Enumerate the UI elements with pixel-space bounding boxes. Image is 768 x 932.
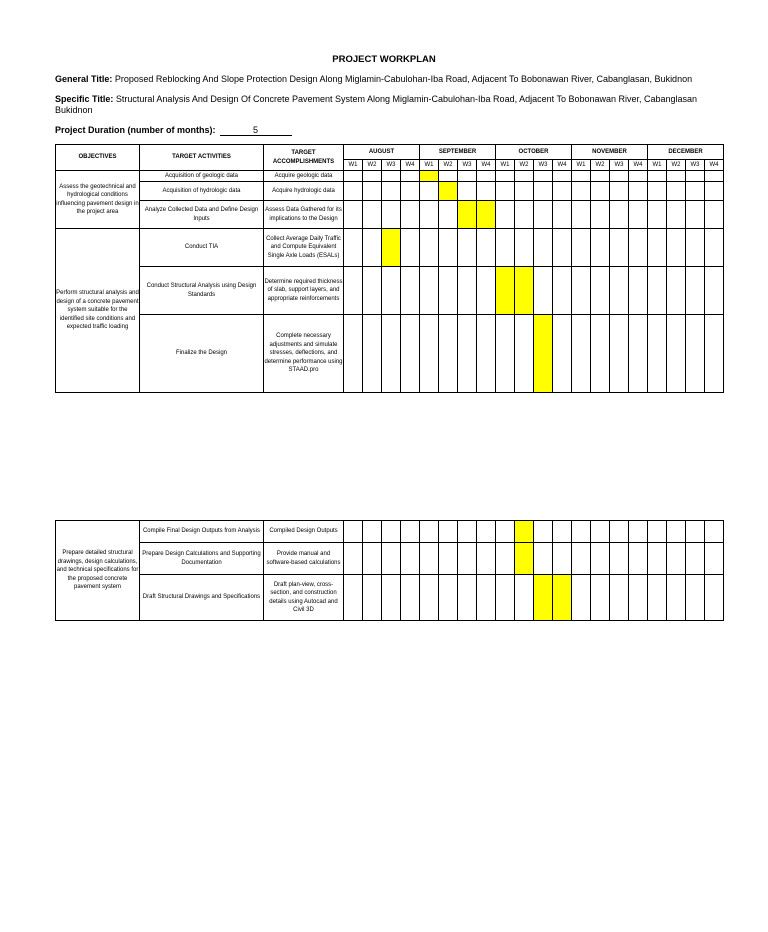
week-cell <box>401 201 420 229</box>
activity-cell: Prepare Design Calculations and Supporting Documentation <box>140 543 264 575</box>
week-cell <box>629 171 648 182</box>
week-cell <box>553 543 572 575</box>
week-cell <box>401 315 420 393</box>
week-cell <box>401 229 420 267</box>
week-cell <box>667 543 686 575</box>
week-cell <box>363 267 382 315</box>
week-label: W3 <box>610 160 629 171</box>
week-label: W4 <box>629 160 648 171</box>
week-cell <box>705 182 724 201</box>
week-cell <box>534 267 553 315</box>
table-row <box>56 575 724 621</box>
week-cell <box>401 575 420 621</box>
week-cell <box>515 201 534 229</box>
accomplishment-cell: Complete necessary adjustments and simulate stresses, deflections, and determine performance using STAAD.pro <box>264 315 344 393</box>
week-cell <box>591 575 610 621</box>
week-cell <box>477 315 496 393</box>
week-cell <box>382 182 401 201</box>
week-cell <box>477 521 496 543</box>
week-cell <box>534 182 553 201</box>
week-cell <box>667 201 686 229</box>
week-label: W1 <box>648 160 667 171</box>
week-cell <box>534 575 553 621</box>
week-cell <box>458 543 477 575</box>
week-cell <box>686 229 705 267</box>
week-cell <box>591 543 610 575</box>
week-cell <box>420 575 439 621</box>
week-cell <box>553 521 572 543</box>
week-cell <box>515 543 534 575</box>
week-cell <box>515 182 534 201</box>
month-header: SEPTEMBER <box>420 145 496 160</box>
week-cell <box>629 182 648 201</box>
week-cell <box>686 182 705 201</box>
week-cell <box>534 171 553 182</box>
week-cell <box>439 201 458 229</box>
month-header: DECEMBER <box>648 145 724 160</box>
week-cell <box>572 543 591 575</box>
week-cell <box>496 315 515 393</box>
week-cell <box>458 315 477 393</box>
week-cell <box>439 521 458 543</box>
table-row <box>56 229 724 267</box>
specific-title-text: Structural Analysis And Design Of Concrete Pavement System Along Miglamin-Cabulohan-Iba Road, Adjacent To Bobonawan River, Cabanglasan Bukidnon <box>55 94 698 115</box>
week-label: W2 <box>515 160 534 171</box>
accomplishments-header: TARGET ACCOMPLISHMENTS <box>264 145 344 171</box>
week-label: W1 <box>496 160 515 171</box>
week-cell <box>420 201 439 229</box>
week-cell <box>667 229 686 267</box>
week-cell <box>705 229 724 267</box>
week-cell <box>344 171 363 182</box>
week-cell <box>439 543 458 575</box>
week-cell <box>572 315 591 393</box>
week-cell <box>686 171 705 182</box>
week-cell <box>401 267 420 315</box>
week-cell <box>458 182 477 201</box>
week-cell <box>496 182 515 201</box>
week-cell <box>344 201 363 229</box>
accomplishment-cell: Provide manual and software-based calculations <box>264 543 344 575</box>
week-cell <box>382 201 401 229</box>
week-cell <box>610 543 629 575</box>
week-cell <box>439 267 458 315</box>
week-cell <box>439 182 458 201</box>
week-cell <box>477 171 496 182</box>
week-cell <box>363 315 382 393</box>
week-cell <box>344 575 363 621</box>
week-cell <box>420 182 439 201</box>
week-cell <box>705 315 724 393</box>
header-row-months <box>56 145 724 160</box>
week-cell <box>705 543 724 575</box>
general-title-line <box>55 74 735 85</box>
week-cell <box>344 521 363 543</box>
week-cell <box>401 521 420 543</box>
week-cell <box>439 171 458 182</box>
week-cell <box>458 201 477 229</box>
week-cell <box>515 521 534 543</box>
accomplishment-cell: Compiled Design Outputs <box>264 521 344 543</box>
week-label: W1 <box>572 160 591 171</box>
week-cell <box>420 543 439 575</box>
week-cell <box>591 229 610 267</box>
week-cell <box>363 575 382 621</box>
week-cell <box>515 575 534 621</box>
duration-line <box>55 125 735 136</box>
specific-title-label: Specific Title: <box>55 94 114 104</box>
week-cell <box>477 229 496 267</box>
week-cell <box>382 543 401 575</box>
week-cell <box>591 201 610 229</box>
week-cell <box>363 543 382 575</box>
week-cell <box>591 315 610 393</box>
week-cell <box>534 201 553 229</box>
week-cell <box>629 575 648 621</box>
week-cell <box>648 267 667 315</box>
week-cell <box>458 575 477 621</box>
week-cell <box>496 543 515 575</box>
week-label: W2 <box>363 160 382 171</box>
workplan-table-continued <box>55 520 724 621</box>
week-cell <box>610 182 629 201</box>
week-label: W1 <box>420 160 439 171</box>
week-cell <box>572 575 591 621</box>
week-cell <box>648 315 667 393</box>
week-cell <box>496 171 515 182</box>
week-cell <box>515 267 534 315</box>
week-cell <box>382 521 401 543</box>
week-cell <box>439 229 458 267</box>
week-label: W3 <box>534 160 553 171</box>
activity-cell: Acquisition of hydrologic data <box>140 182 264 201</box>
activity-cell: Conduct TIA <box>140 229 264 267</box>
week-cell <box>515 315 534 393</box>
table-row <box>56 543 724 575</box>
week-cell <box>553 229 572 267</box>
objective-cell: Assess the geotechnical and hydrological conditions influencing pavement design in the project area <box>56 171 140 229</box>
duration-label: Project Duration (number of months): <box>55 125 216 135</box>
general-title-label: General Title: <box>55 74 113 84</box>
week-cell <box>610 229 629 267</box>
week-cell <box>382 267 401 315</box>
week-cell <box>344 182 363 201</box>
week-cell <box>420 315 439 393</box>
week-cell <box>477 201 496 229</box>
general-title-text: Proposed Reblocking And Slope Protection Design Along Miglamin-Cabulohan-Iba Road, Adjacent To Bobonawan River, Cabanglasan, Bukidnon <box>114 74 693 84</box>
objectives-header: OBJECTIVES <box>56 145 140 171</box>
week-label: W1 <box>344 160 363 171</box>
accomplishment-cell: Assess Data Gathered for its implications to the Design <box>264 201 344 229</box>
week-cell <box>610 171 629 182</box>
table-row <box>56 267 724 315</box>
week-cell <box>553 267 572 315</box>
week-cell <box>686 315 705 393</box>
week-cell <box>629 543 648 575</box>
week-cell <box>705 267 724 315</box>
table-row <box>56 171 724 182</box>
week-label: W4 <box>477 160 496 171</box>
week-cell <box>591 171 610 182</box>
week-cell <box>458 267 477 315</box>
activity-cell: Conduct Structural Analysis using Design Standards <box>140 267 264 315</box>
week-cell <box>610 201 629 229</box>
accomplishment-cell: Draft plan-view, cross-section, and construction details using Autocad and Civil 3D <box>264 575 344 621</box>
week-cell <box>648 229 667 267</box>
week-cell <box>420 229 439 267</box>
week-cell <box>344 229 363 267</box>
week-cell <box>439 315 458 393</box>
accomplishment-cell: Acquire hydrologic data <box>264 182 344 201</box>
week-cell <box>382 575 401 621</box>
table-row <box>56 201 724 229</box>
activity-cell: Acquisition of geologic data <box>140 171 264 182</box>
week-cell <box>496 229 515 267</box>
week-cell <box>553 575 572 621</box>
week-label: W3 <box>686 160 705 171</box>
table-row <box>56 315 724 393</box>
week-cell <box>648 182 667 201</box>
week-cell <box>705 201 724 229</box>
activity-cell: Finalize the Design <box>140 315 264 393</box>
week-cell <box>515 171 534 182</box>
week-cell <box>534 521 553 543</box>
week-cell <box>705 521 724 543</box>
accomplishment-cell: Determine required thickness of slab, support layers, and appropriate reinforcements <box>264 267 344 315</box>
week-cell <box>496 201 515 229</box>
week-cell <box>629 229 648 267</box>
week-cell <box>667 267 686 315</box>
week-cell <box>591 182 610 201</box>
week-label: W3 <box>458 160 477 171</box>
week-cell <box>363 171 382 182</box>
week-cell <box>591 267 610 315</box>
week-cell <box>344 315 363 393</box>
week-cell <box>629 201 648 229</box>
week-cell <box>648 575 667 621</box>
week-cell <box>648 521 667 543</box>
week-cell <box>496 575 515 621</box>
week-cell <box>420 171 439 182</box>
week-cell <box>515 229 534 267</box>
week-cell <box>610 267 629 315</box>
week-cell <box>477 267 496 315</box>
page-title: PROJECT WORKPLAN <box>332 54 436 65</box>
month-header: OCTOBER <box>496 145 572 160</box>
week-cell <box>572 267 591 315</box>
week-cell <box>705 171 724 182</box>
week-label: W4 <box>401 160 420 171</box>
week-label: W4 <box>553 160 572 171</box>
week-cell <box>496 521 515 543</box>
week-cell <box>686 521 705 543</box>
week-cell <box>363 182 382 201</box>
week-cell <box>420 521 439 543</box>
week-cell <box>477 543 496 575</box>
week-cell <box>534 229 553 267</box>
week-cell <box>610 521 629 543</box>
week-cell <box>610 315 629 393</box>
week-cell <box>667 521 686 543</box>
activity-cell: Compile Final Design Outputs from Analysis <box>140 521 264 543</box>
activity-cell: Draft Structural Drawings and Specifications <box>140 575 264 621</box>
week-cell <box>534 315 553 393</box>
week-cell <box>553 315 572 393</box>
week-cell <box>572 229 591 267</box>
specific-title-line <box>55 94 735 116</box>
week-cell <box>496 267 515 315</box>
week-cell <box>686 543 705 575</box>
week-cell <box>572 182 591 201</box>
week-cell <box>344 543 363 575</box>
activity-cell: Analyze Collected Data and Define Design Inputs <box>140 201 264 229</box>
week-label: W2 <box>591 160 610 171</box>
week-cell <box>553 201 572 229</box>
workplan-table-main <box>55 144 724 393</box>
week-cell <box>477 182 496 201</box>
week-cell <box>686 575 705 621</box>
accomplishment-cell: Acquire geologic data <box>264 171 344 182</box>
objective-cell: Prepare detailed structural drawings, design calculations, and technical specifications for the proposed concrete pavement system <box>56 521 140 621</box>
week-cell <box>572 521 591 543</box>
week-cell <box>629 267 648 315</box>
week-cell <box>686 201 705 229</box>
week-cell <box>667 575 686 621</box>
week-cell <box>667 171 686 182</box>
week-cell <box>344 267 363 315</box>
week-cell <box>686 267 705 315</box>
week-cell <box>629 521 648 543</box>
accomplishment-cell: Collect Average Daily Traffic and Compute Equivalent Single Axle Loads (ESALs) <box>264 229 344 267</box>
week-cell <box>458 521 477 543</box>
week-cell <box>363 521 382 543</box>
week-cell <box>572 171 591 182</box>
week-cell <box>363 201 382 229</box>
objective-cell: Perform structural analysis and design of a concrete pavement system suitable for the identified site conditions and expected traffic loading <box>56 229 140 393</box>
week-label: W4 <box>705 160 724 171</box>
week-cell <box>648 543 667 575</box>
week-cell <box>667 315 686 393</box>
week-cell <box>382 315 401 393</box>
week-cell <box>458 229 477 267</box>
week-cell <box>534 543 553 575</box>
week-label: W2 <box>439 160 458 171</box>
week-cell <box>705 575 724 621</box>
week-cell <box>572 201 591 229</box>
week-cell <box>439 575 458 621</box>
week-cell <box>477 575 496 621</box>
week-cell <box>610 575 629 621</box>
week-cell <box>667 182 686 201</box>
table-row <box>56 182 724 201</box>
week-cell <box>420 267 439 315</box>
week-cell <box>458 171 477 182</box>
week-cell <box>382 171 401 182</box>
week-cell <box>363 229 382 267</box>
week-cell <box>401 171 420 182</box>
week-cell <box>648 171 667 182</box>
table-row <box>56 521 724 543</box>
activities-header: TARGET ACTIVITIES <box>140 145 264 171</box>
duration-value: 5 <box>220 126 292 136</box>
week-label: W2 <box>667 160 686 171</box>
week-cell <box>553 171 572 182</box>
week-cell <box>401 182 420 201</box>
week-cell <box>382 229 401 267</box>
month-header: NOVEMBER <box>572 145 648 160</box>
month-header: AUGUST <box>344 145 420 160</box>
week-cell <box>591 521 610 543</box>
week-cell <box>648 201 667 229</box>
week-cell <box>553 182 572 201</box>
week-label: W3 <box>382 160 401 171</box>
week-cell <box>629 315 648 393</box>
week-cell <box>401 543 420 575</box>
